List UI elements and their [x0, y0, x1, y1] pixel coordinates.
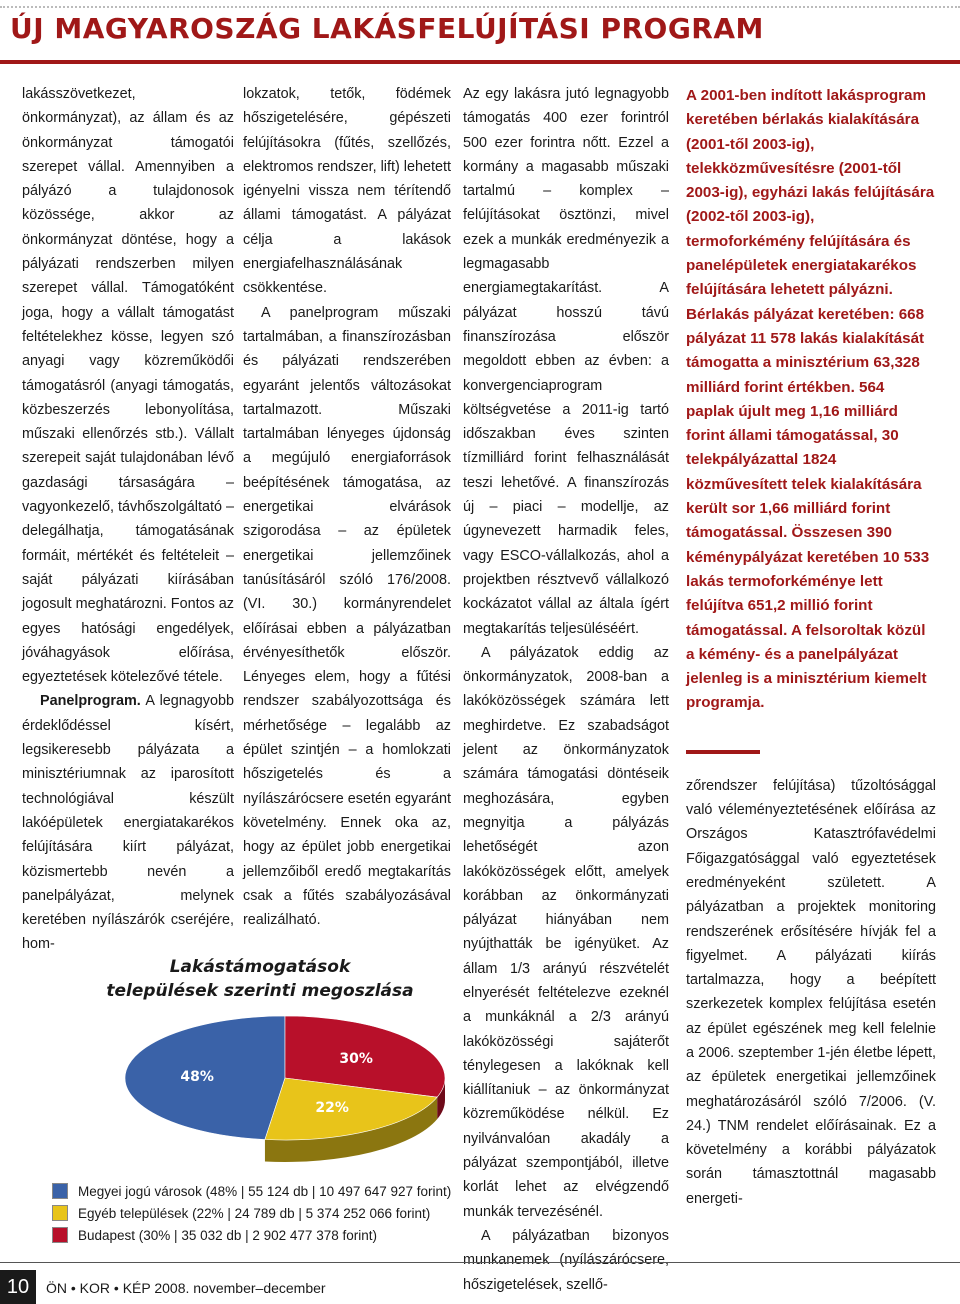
- publication-footer: ÖN • KOR • KÉP 2008. november–december: [46, 1280, 326, 1296]
- pie-slice-label: 30%: [339, 1050, 373, 1067]
- column-3: [463, 82, 669, 1297]
- column-4: [686, 84, 936, 1211]
- page-title: ÚJ MAGYAROSZÁG LAKÁSFELÚJÍTÁSI PROGRAM: [10, 12, 764, 45]
- page-number: 10: [0, 1270, 36, 1304]
- pie-chart: [100, 1008, 460, 1188]
- paragraph: [22, 689, 234, 956]
- chart-title-line-2: települések szerinti megoszlása: [106, 981, 414, 1001]
- legend-item: [52, 1202, 451, 1224]
- legend-label: Megyei jogú városok (48% | 55 124 db | 10 497 647 927 forint): [78, 1183, 452, 1199]
- paragraph-text: A legnagyobb érdeklődéssel kísért, legsikeresebb pályázata a minisztériumnak az iparosított technológiával készült lakóépületek energiatakarékos felújítására kiírt pályázat, közismertebb nevén a panelpályázat, melynek keretében nyílászárók cseréjére, hom-: [22, 693, 234, 953]
- pie-slice-label: 48%: [180, 1068, 214, 1085]
- paragraph: A pályázatban bizonyos munkanemek (nyílászárócsere, hőszigetelések, szellő-: [463, 1227, 669, 1293]
- legend-swatch: [52, 1227, 68, 1243]
- legend-swatch: [52, 1183, 68, 1199]
- highlight-box: A 2001-ben indított lakásprogram keretében bérlakás kialakítására (2001-től 2003-ig), telekközművesítésre (2001-től 2003-ig), egyházi lakás felújítására (2002-től 2003-ig), termoforkémény felújítására és panelépületek energiatakarékos felújítására lehetett pályázni. Bérlakás pályázat keretében: 668 pályázat 11 578 lakás kialakítását támogatta a minisztérium 63,328 milliárd forint értékben. 564 paplak újult meg 1,16 milliárd forint állami támogatással, 30 telekpályázattal 1824 közművesített telek kialakítására került sor 1,66 milliárd forint támogatással. Összesen 390 kéménypályázat keretében 10 533 lakás termoforkéménye lett felújítva 651,2 millió forint támogatással. A felsoroltak közül a kémény- és a panelpályázat jelenleg is a minisztérium kiemelt programja.: [686, 87, 935, 712]
- legend-item: [52, 1180, 451, 1202]
- legend-label: Egyéb települések (22% | 24 789 db | 5 374 252 066 forint): [78, 1205, 431, 1221]
- footer-rule: [0, 1262, 960, 1263]
- legend-label: Budapest (30% | 35 032 db | 2 902 477 378 forint): [78, 1227, 377, 1243]
- title-rule: [0, 60, 960, 64]
- legend-item: [52, 1224, 451, 1246]
- column-2: [243, 82, 451, 932]
- subheading: Panelprogram.: [40, 693, 141, 710]
- legend-swatch: [52, 1205, 68, 1221]
- paragraph: Az egy lakásra jutó legnagyobb támogatás 400 ezer forintról 500 ezer forintra nőtt. Ezzel a kormány a magasabb műszaki tartalmú – komplex – felújításokat ösztönzi, mivel ezek a munkák eredményezik a legmagasabb energiamegtakarítást. A pályázat hosszú távú finanszírozása először megoldott ebben az évben: a konvergenciaprogram költségvetése a 2011-ig tartó időszakban éves szinten tízmilliárd forint felhasználását teszi lehetővé. A finanszírozás új – piaci – modellje, az úgynevezett harmadik feles, vagy ESCO-vállalkozás, ahol a projektben résztvevő vállalkozó kockázatot vállal az általa ígért megtakarítás teljesüléséért.: [463, 86, 669, 637]
- chart-title: [60, 955, 460, 1003]
- chart-title-line-1: Lakástámogatások: [169, 957, 351, 977]
- paragraph: lokzatok, tetők, födémek hőszigetelésére, gépészeti felújításokra (fűtés, szellőzés, elektromos rendszer, lift) lehetett igényelni vissza nem térítendő állami támogatást. A pályázat célja a lakások energiafelhasználásának csökkentése.: [243, 86, 451, 297]
- paragraph: zőrendszer felújítása) tűzoltósággal való véleményeztetésének előírása az Országos Katasztrófavédelmi Főigazgatósággal való egyeztetések eredményeként született. A pályázatban a projektek monitoring rendszerének erősítésére hívják fel a figyelmet. A pályázati kiírás tartalmazza, hogy a beépített szerkezetek komplex felújítása esetén az épület egészének meg kell felelnie a 2006. szeptember 1-jén életbe lépett, az épületek energetikai jellemzőinek meghatározásáról szóló 7/2006. (V. 24.) TNM rendelet előírásainak. Ez a követelmény a korábbi pályázatok során támasztottnál magasabb energeti-: [686, 777, 936, 1207]
- chart-legend: [52, 1180, 451, 1246]
- paragraph: lakásszövetkezet, önkormányzat), az állam és az önkormányzat támogatói szerepet vállal. Amennyiben a pályázó a tulajdonosok közössége, akkor az önkormányzat döntése, hogy a pályázati rendszerben milyen szerepet vállal. Támogatóként joga, hogy a vállalt támogatást feltételekhez kösse, legyen szó anyagi vagy közreműködői támogatásról (anyagi támogatás, közbeszerzés lebonyolítása, műszaki ellenőrzés stb.). Vállalt szerepeit saját tulajdonában lévő gazdasági társaságára – vagyonkezelő, távhőszolgáltató – delegálhatja, támogatásának formáit, mértékét és feltételeit – saját pályázati kiírásában jogosult meghatározni. Fontos az egyes hatósági engedélyek, jóváhagyások előírása, egyeztetések kötelezővé tétele.: [22, 86, 235, 686]
- paragraph: A pályázatok eddig az önkormányzatok, 2008-ban a lakóközösségek számára lett meghirdetve. Ez szabadságot jelent az önkormányzatok számára támogatási döntéseik meghozására, egyben megnyitja a pályázás lehetőségét azon lakóközösségek előtt, amelyek korábban az önkormányzati pályázat hiányában nem nyújthatták be igényüket. Az állam 1/3 arányú részvételét elnyerését feltételezve ezeknél a munkáknál a 2/3 arányú lakóközösségi sajáterőt ténylegesen a lakóknak kell kiállítaniuk – az önkormányzat közreműködése nélkül. Ez nyilvánvalóan akadály a pályázat szempontjából, illetve korlát lehet az elvégzendő munkák tervezésénél.: [463, 644, 669, 1220]
- pie-slice-label: 22%: [315, 1099, 349, 1116]
- section-rule: [686, 750, 760, 754]
- top-dotted-rule: [0, 6, 960, 8]
- paragraph: A panelprogram műszaki tartalmában, a finanszírozásban és pályázati rendszerében egyaránt jelentős változásokat tartalmazott. Műszaki tartalmában lényeges újdonság a megújuló energiaforrások beépítésének támogatása, az energetikai elvárások szigorodása – az épületek energetikai jellemzőinek tanúsításáról szóló 176/2008. (VI. 30.) kormányrendelet előírásai ebben a pályázatban érvényesíthetők először. Lényeges elem, hogy a fűtési rendszer szabályozottsága és mérhetősége – legalább az épület szintjén – a homlokzati hőszigetelés és a nyílászárócsere esetén egyaránt követelmény. Ennek oka az, hogy az épület jobb energetikai jellemzőiből eredő megtakarítás csak a fűtés szabályozásával realizálható.: [243, 304, 451, 929]
- column-1: [22, 82, 234, 957]
